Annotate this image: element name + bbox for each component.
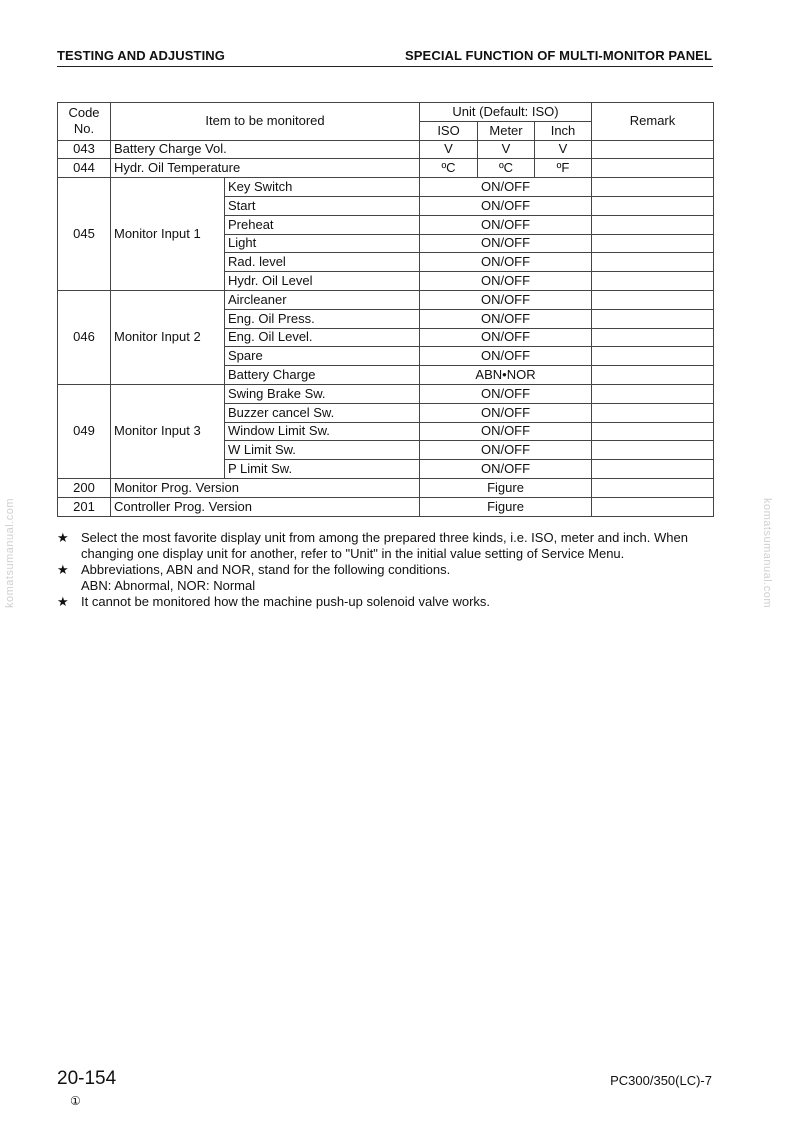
table-row bbox=[58, 140, 714, 159]
header-item: Item to be monitored bbox=[111, 103, 420, 141]
remark-cell bbox=[592, 328, 714, 347]
unit-cell: ON/OFF bbox=[420, 215, 592, 234]
remark-cell bbox=[592, 234, 714, 253]
remark-cell bbox=[592, 403, 714, 422]
notes-section bbox=[57, 530, 717, 610]
unit-cell: ON/OFF bbox=[420, 328, 592, 347]
remark-cell bbox=[592, 309, 714, 328]
note-text: changing one display unit for another, refer to "Unit" in the initial value setting of Service Menu. bbox=[81, 546, 625, 561]
item-cell: Hydr. Oil Temperature bbox=[111, 159, 420, 178]
header-section-title: TESTING AND ADJUSTING bbox=[57, 48, 225, 63]
item-cell: Controller Prog. Version bbox=[111, 497, 420, 516]
code-cell: 049 bbox=[58, 384, 111, 478]
unit-cell: ON/OFF bbox=[420, 347, 592, 366]
remark-cell bbox=[592, 384, 714, 403]
header-iso: ISO bbox=[420, 121, 478, 140]
unit-cell: ON/OFF bbox=[420, 290, 592, 309]
subitem-cell: Eng. Oil Press. bbox=[225, 309, 420, 328]
code-cell: 201 bbox=[58, 497, 111, 516]
code-cell: 200 bbox=[58, 478, 111, 497]
unit-cell: Figure bbox=[420, 497, 592, 516]
remark-cell bbox=[592, 272, 714, 291]
header-meter: Meter bbox=[478, 121, 535, 140]
note-push-up-valve bbox=[57, 594, 717, 610]
item-cell: Monitor Input 2 bbox=[111, 290, 225, 384]
code-cell: 044 bbox=[58, 159, 111, 178]
unit-inch-cell: ºF bbox=[535, 159, 592, 178]
remark-cell bbox=[592, 159, 714, 178]
table-row bbox=[58, 497, 714, 516]
revision-mark: ① bbox=[70, 1094, 81, 1108]
subitem-cell: Window Limit Sw. bbox=[225, 422, 420, 441]
subitem-cell: Spare bbox=[225, 347, 420, 366]
unit-meter-cell: V bbox=[478, 140, 535, 159]
remark-cell bbox=[592, 290, 714, 309]
star-icon: ★ bbox=[57, 562, 69, 577]
unit-cell: Figure bbox=[420, 478, 592, 497]
unit-cell: ON/OFF bbox=[420, 441, 592, 460]
unit-cell: ABN•NOR bbox=[420, 366, 592, 385]
star-icon: ★ bbox=[57, 530, 69, 545]
remark-cell bbox=[592, 140, 714, 159]
unit-cell: ON/OFF bbox=[420, 422, 592, 441]
subitem-cell: Start bbox=[225, 196, 420, 215]
remark-cell bbox=[592, 497, 714, 516]
header-remark: Remark bbox=[592, 103, 714, 141]
unit-cell: ON/OFF bbox=[420, 384, 592, 403]
subitem-cell: Rad. level bbox=[225, 253, 420, 272]
subitem-cell: Hydr. Oil Level bbox=[225, 272, 420, 291]
header-inch: Inch bbox=[535, 121, 592, 140]
item-cell: Monitor Input 3 bbox=[111, 384, 225, 478]
remark-cell bbox=[592, 422, 714, 441]
unit-cell: ON/OFF bbox=[420, 178, 592, 197]
code-cell: 045 bbox=[58, 178, 111, 291]
subitem-cell: Swing Brake Sw. bbox=[225, 384, 420, 403]
unit-cell: ON/OFF bbox=[420, 196, 592, 215]
table-row bbox=[58, 159, 714, 178]
unit-cell: ON/OFF bbox=[420, 309, 592, 328]
unit-inch-cell: V bbox=[535, 140, 592, 159]
subitem-cell: Buzzer cancel Sw. bbox=[225, 403, 420, 422]
table-row bbox=[58, 478, 714, 497]
subitem-cell: Key Switch bbox=[225, 178, 420, 197]
table-row bbox=[58, 384, 714, 403]
remark-cell bbox=[592, 441, 714, 460]
remark-cell bbox=[592, 478, 714, 497]
header-rule bbox=[57, 66, 713, 67]
unit-meter-cell: ºC bbox=[478, 159, 535, 178]
star-icon: ★ bbox=[57, 594, 69, 609]
remark-cell bbox=[592, 215, 714, 234]
unit-cell: ON/OFF bbox=[420, 234, 592, 253]
subitem-cell: P Limit Sw. bbox=[225, 460, 420, 479]
code-cell: 046 bbox=[58, 290, 111, 384]
table-header-row bbox=[58, 103, 714, 122]
remark-cell bbox=[592, 460, 714, 479]
unit-cell: ON/OFF bbox=[420, 272, 592, 291]
unit-cell: ON/OFF bbox=[420, 460, 592, 479]
item-cell: Monitor Input 1 bbox=[111, 178, 225, 291]
watermark-left: komatsumanual.com bbox=[4, 498, 16, 608]
monitor-items-table bbox=[57, 102, 714, 517]
header-code: Code No. bbox=[58, 103, 111, 141]
header-chapter-title: SPECIAL FUNCTION OF MULTI-MONITOR PANEL bbox=[405, 48, 712, 63]
note-text: Abbreviations, ABN and NOR, stand for the following conditions. bbox=[81, 562, 451, 577]
watermark-right: komatsumanual.com bbox=[761, 498, 773, 608]
unit-cell: ON/OFF bbox=[420, 403, 592, 422]
unit-cell: ON/OFF bbox=[420, 253, 592, 272]
subitem-cell: Eng. Oil Level. bbox=[225, 328, 420, 347]
header-unit: Unit (Default: ISO) bbox=[420, 103, 592, 122]
subitem-cell: Battery Charge bbox=[225, 366, 420, 385]
item-cell: Battery Charge Vol. bbox=[111, 140, 420, 159]
unit-iso-cell: ºC bbox=[420, 159, 478, 178]
remark-cell bbox=[592, 253, 714, 272]
remark-cell bbox=[592, 196, 714, 215]
code-cell: 043 bbox=[58, 140, 111, 159]
model-label: PC300/350(LC)-7 bbox=[610, 1073, 712, 1088]
unit-iso-cell: V bbox=[420, 140, 478, 159]
subitem-cell: W Limit Sw. bbox=[225, 441, 420, 460]
item-cell: Monitor Prog. Version bbox=[111, 478, 420, 497]
page-number: 20-154 bbox=[57, 1068, 117, 1089]
subitem-cell: Light bbox=[225, 234, 420, 253]
note-text: It cannot be monitored how the machine push-up solenoid valve works. bbox=[81, 594, 491, 609]
table-row bbox=[58, 178, 714, 197]
subitem-cell: Preheat bbox=[225, 215, 420, 234]
note-abbreviations bbox=[57, 562, 717, 594]
note-text: Select the most favorite display unit from among the prepared three kinds, i.e. ISO, meter and inch. When bbox=[81, 530, 688, 545]
remark-cell bbox=[592, 366, 714, 385]
subitem-cell: Aircleaner bbox=[225, 290, 420, 309]
remark-cell bbox=[592, 178, 714, 197]
table-row bbox=[58, 290, 714, 309]
note-unit-selection bbox=[57, 530, 717, 562]
note-text: ABN: Abnormal, NOR: Normal bbox=[81, 578, 256, 593]
remark-cell bbox=[592, 347, 714, 366]
